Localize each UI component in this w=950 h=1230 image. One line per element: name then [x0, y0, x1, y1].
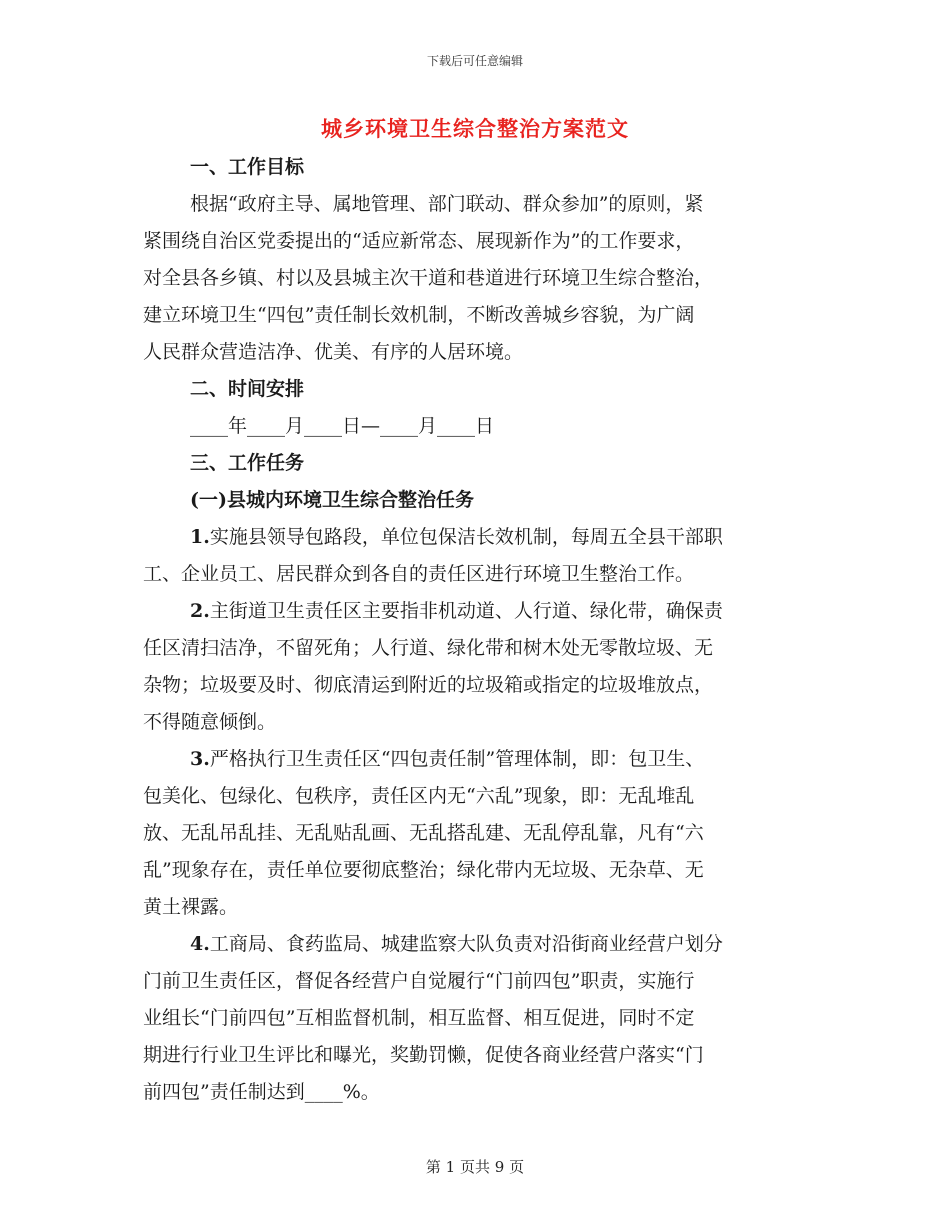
paragraph-line: 根据“政府主导、属地管理、部门联动、群众参加”的原则，紧: [190, 193, 704, 215]
subsection-heading: (一)县城内环境卫生综合整治任务: [190, 489, 474, 511]
paragraph-line: 乱”现象存在，责任单位要彻底整治；绿化带内无垃圾、无杂草、无: [143, 859, 704, 881]
paragraph-line: 人民群众营造洁净、优美、有序的人居环境。: [143, 341, 524, 363]
document-body: [143, 149, 805, 1111]
paragraph-line: [143, 926, 805, 963]
item-number: 1.: [190, 526, 210, 548]
item-number: 3.: [190, 748, 210, 770]
item-text: 主街道卫生责任区主要指非机动道、人行道、绿化带，确保责: [209, 600, 723, 622]
item-number: 2.: [190, 600, 210, 622]
section-heading-2: 二、时间安排: [190, 378, 305, 400]
paragraph-goal: [143, 186, 805, 371]
paragraph-line: [143, 519, 805, 556]
task-item-4: [143, 926, 805, 1111]
paragraph-line: 对全县各乡镇、村以及县城主次干道和巷道进行环境卫生综合整治，: [143, 267, 714, 289]
paragraph-line: [143, 593, 805, 630]
task-item-3: [143, 741, 805, 926]
item-text: 实施县领导包路段，单位包保洁长效机制，每周五全县干部职: [209, 526, 723, 548]
paragraph-line: 包美化、包绿化、包秩序，责任区内无“六乱”现象，即：无乱堆乱: [143, 785, 695, 807]
task-item-1: [143, 519, 805, 593]
task-item-2: [143, 593, 805, 741]
item-number: 4.: [190, 933, 210, 955]
section-heading-3: 三、工作任务: [190, 452, 305, 474]
paragraph-line: 业组长“门前四包”互相监督机制，相互监督、相互促进，同时不定: [143, 1007, 695, 1029]
paragraph-line: 门前卫生责任区，督促各经营户自觉履行“门前四包”职责，实施行: [143, 970, 695, 992]
time-schedule-line: ____年____月____日—____月____日: [190, 415, 495, 437]
paragraph-line: 紧围绕自治区党委提出的“适应新常态、展现新作为”的工作要求，: [143, 230, 695, 252]
paragraph-line: 黄土裸露。: [143, 896, 239, 918]
item-text: 工商局、食药监局、城建监察大队负责对沿街商业经营户划分: [209, 933, 723, 955]
paragraph-line: 期进行行业卫生评比和曝光，奖勤罚懒，促使各商业经营户落实“门: [143, 1044, 704, 1066]
paragraph-line: 任区清扫洁净，不留死角；人行道、绿化带和树木处无零散垃圾、无: [143, 637, 714, 659]
page-footer: 第 1 页共 9 页: [425, 1158, 525, 1176]
paragraph-line: 不得随意倾倒。: [143, 711, 277, 733]
paragraph-line: [143, 741, 805, 778]
paragraph-line: 杂物；垃圾要及时、彻底清运到附近的垃圾箱或指定的垃圾堆放点，: [143, 674, 714, 696]
document-title: 城乡环境卫生综合整治方案范文: [321, 116, 629, 141]
section-heading-1: 一、工作目标: [190, 156, 305, 178]
item-text: 严格执行卫生责任区“四包责任制”管理体制，即：包卫生、: [209, 748, 705, 770]
paragraph-line: 工、企业员工、居民群众到各自的责任区进行环境卫生整治工作。: [143, 563, 695, 585]
paragraph-line: 放、无乱吊乱挂、无乱贴乱画、无乱搭乱建、无乱停乱靠，凡有“六: [143, 822, 704, 844]
header-note: 下载后可任意编辑: [426, 54, 523, 68]
paragraph-line: 建立环境卫生“四包”责任制长效机制，不断改善城乡容貌，为广阔: [143, 304, 695, 326]
paragraph-line: 前四包”责任制达到____%。: [143, 1081, 380, 1103]
